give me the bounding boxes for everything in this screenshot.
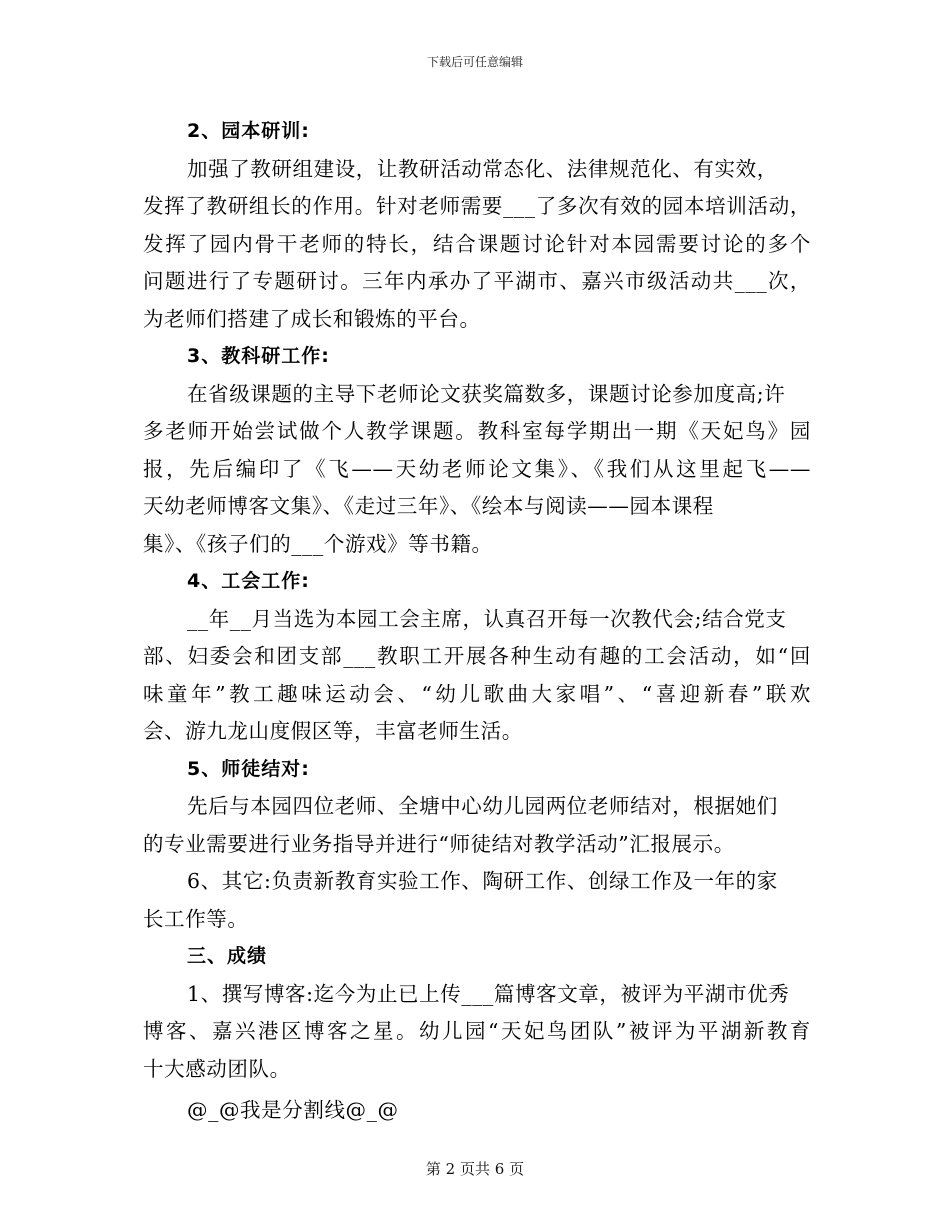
- paragraph-line: 先后与本园四位老师、全塘中心幼儿园两位老师结对，根据她们: [187, 794, 778, 818]
- paragraph-line: 报，先后编印了《飞——天幼老师论文集》、《我们从这里起飞——: [143, 456, 811, 481]
- section-heading-training: 2、园本研训:: [187, 120, 310, 142]
- paragraph-line: __年__月当选为本园工会主席，认真召开每一次教代会;结合党支: [187, 606, 787, 631]
- divider-text: @_@我是分割线@_@: [187, 1098, 399, 1122]
- section-heading-union: 4、工会工作:: [187, 570, 310, 592]
- paragraph-line: 部、妇委会和团支部___教职工开展各种生动有趣的工会活动，如“回: [143, 644, 811, 668]
- paragraph-line: 1、撰写博客:迄今为止已上传___篇博客文章，被评为平湖市优秀: [187, 981, 790, 1006]
- paragraph-line: 问题进行了专题研讨。三年内承办了平湖市、嘉兴市级活动共___次，: [143, 269, 811, 293]
- paragraph-line: 在省级课题的主导下老师论文获奖篇数多，课题讨论参加度高;许: [187, 381, 786, 406]
- document-body: [143, 113, 811, 1130]
- section-heading-mentoring: 5、师徒结对:: [187, 757, 310, 780]
- section-heading-achievements: 三、成绩: [187, 945, 268, 967]
- paragraph-line: 十大感动团队。: [143, 1056, 291, 1081]
- paragraph-line: 博客、嘉兴港区博客之星。幼儿园“天妃鸟团队”被评为平湖新教育: [143, 1019, 811, 1043]
- paragraph-line: 为老师们搭建了成长和锻炼的平台。: [143, 306, 481, 331]
- paragraph-line: 会、游九龙山度假区等，丰富老师生活。: [143, 719, 523, 743]
- paragraph-line: 集》、《孩子们的___个游戏》等书籍。: [143, 531, 493, 556]
- paragraph-line: 发挥了园内骨干老师的特长，结合课题讨论针对本园需要讨论的多个: [143, 231, 811, 256]
- page-footer: 第 2 页共 6 页: [425, 1160, 525, 1178]
- paragraph-line: 加强了教研组建设，让教研活动常态化、法律规范化、有实效，: [187, 156, 778, 181]
- paragraph-line: 味童年”教工趣味运动会、“幼儿歌曲大家唱”、“喜迎新春”联欢: [143, 681, 811, 706]
- page-header: 下载后可任意编辑: [426, 55, 523, 69]
- paragraph-line: 多老师开始尝试做个人教学课题。教科室每学期出一期《天妃鸟》园: [143, 419, 811, 443]
- section-heading-research: 3、教科研工作:: [187, 345, 330, 367]
- paragraph-line: 发挥了教研组长的作用。针对老师需要___了多次有效的园本培训活动，: [143, 194, 811, 218]
- paragraph-line: 的专业需要进行业务指导并进行“师徒结对教学活动”汇报展示。: [143, 831, 735, 856]
- paragraph-line: 长工作等。: [143, 906, 249, 931]
- paragraph-line: 6、其它:负责新教育实验工作、陶研工作、创绿工作及一年的家: [187, 869, 778, 893]
- paragraph-line: 天幼老师博客文集》、《走过三年》、《绘本与阅读——园本课程: [143, 494, 714, 518]
